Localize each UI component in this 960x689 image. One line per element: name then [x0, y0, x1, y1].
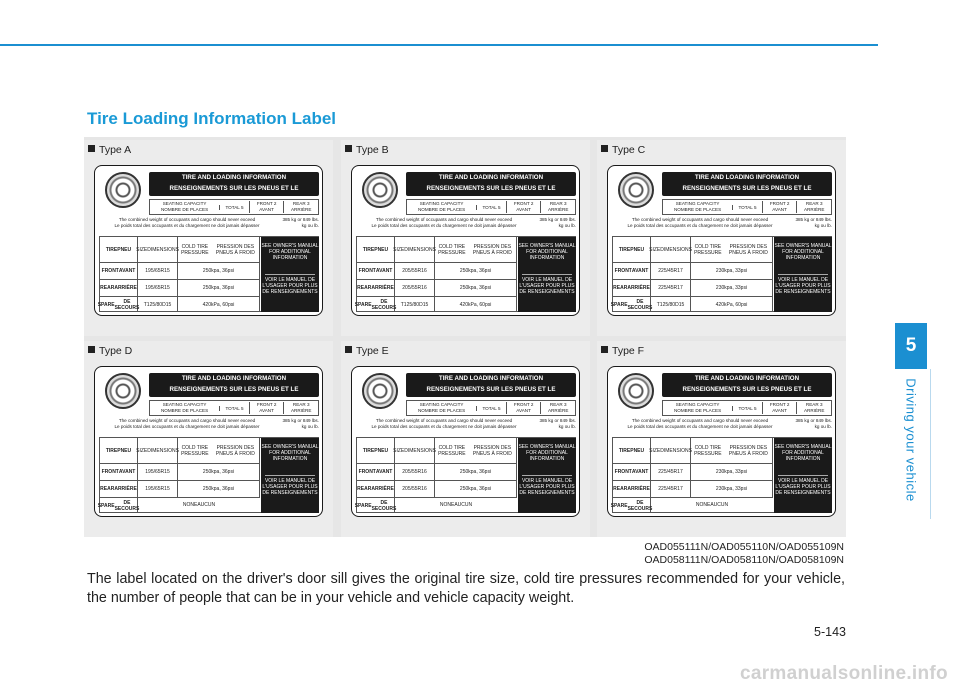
see-manual-box: SEE OWNER'S MANUAL FOR ADDITIONAL INFORMATION VOIR LE MANUEL DE L'USAGER POUR PLUS DE RENSEIGNEMENTS	[518, 237, 576, 312]
rear-label: REAR ARRIÈRE	[100, 481, 138, 497]
tire-pressure-table	[612, 236, 832, 312]
weight-note: The combined weight of occupants and cargo should never exceed Le poids total des occupants et du chargement ne doit jamais dépasser 385 kg or 849 lbs. kg ou lb.	[114, 217, 319, 228]
rear-size: 225/45R17	[651, 481, 691, 497]
chapter-rule	[930, 369, 931, 519]
bullet-square-icon	[88, 346, 95, 353]
table-header-row: TIRE PNEU SIZE DIMENSIONS COLD TIRE PRESSURE PRESSION DES PNEUS À FROID	[357, 237, 517, 263]
front-row	[100, 263, 260, 280]
see-manual-box: SEE OWNER'S MANUAL FOR ADDITIONAL INFORMATION VOIR LE MANUEL DE L'USAGER POUR PLUS DE RENSEIGNEMENTS	[774, 237, 832, 312]
front-label: FRONT AVANT	[613, 263, 651, 279]
spare-none: NONE AUCUN	[182, 501, 216, 508]
front-pressure: 230kpa, 33psi	[691, 263, 773, 279]
chapter-tab: 5	[895, 323, 927, 369]
weight-note: The combined weight of occupants and cargo should never exceed Le poids total des occupants et du chargement ne doit jamais dépasser 385 kg or 849 lbs. kg ou lb.	[627, 217, 832, 228]
spare-size: T125/80D15	[651, 297, 691, 312]
rear-row	[357, 280, 517, 297]
tire-pressure-table	[99, 437, 319, 513]
front-label: FRONT AVANT	[100, 464, 138, 480]
see-manual-box: SEE OWNER'S MANUAL FOR ADDITIONAL INFORMATION VOIR LE MANUEL DE L'USAGER POUR PLUS DE RENSEIGNEMENTS	[774, 438, 832, 513]
spare-size: T125/80D15	[138, 297, 178, 312]
weight-note: The combined weight of occupants and cargo should never exceed Le poids total des occupants et du chargement ne doit jamais dépasser 385 kg or 849 lbs. kg ou lb.	[627, 418, 832, 429]
spare-none: NONE AUCUN	[439, 501, 473, 508]
tire-pressure-table	[612, 437, 832, 513]
spare-row	[354, 297, 517, 312]
spare-pressure: 420kPa, 60psi	[435, 297, 517, 312]
label-header: TIRE AND LOADING INFORMATION RENSEIGNEMENTS SUR LES PNEUS ET LE CHARGEMENT	[149, 172, 319, 196]
page-title: Tire Loading Information Label	[87, 109, 337, 128]
tire-loading-label	[94, 165, 323, 316]
rear-pressure: 250kpa, 36psi	[435, 280, 517, 296]
front-row	[100, 464, 260, 481]
rear-pressure: 230kpa, 33psi	[691, 280, 773, 296]
tire-wheel-icon	[618, 373, 654, 409]
label-header: TIRE AND LOADING INFORMATION RENSEIGNEMENTS SUR LES PNEUS ET LE CHARGEMENT	[406, 373, 576, 397]
body-paragraph: The label located on the driver's door sill gives the original tire size, cold tire pressures recommended for your vehicle, the number of people that can be in your vehicle and vehicle capacity weight.	[87, 571, 845, 606]
tire-wheel-icon	[105, 172, 141, 208]
tire-label-panel	[597, 341, 846, 537]
tire-label-panel	[341, 140, 590, 336]
panel-title: Type A	[88, 144, 131, 156]
front-size: 225/45R17	[651, 464, 691, 480]
seating-capacity-box: SEATING CAPACITY NOMBRE DE PLACES TOTAL 5 FRONT 2 AVANT REAR 3 ARRIÈRE	[406, 199, 576, 215]
spare-none: NONE AUCUN	[695, 501, 729, 508]
seating-capacity-box: SEATING CAPACITY NOMBRE DE PLACES TOTAL 5 FRONT 2 AVANT REAR 3 ARRIÈRE	[149, 199, 319, 215]
rear-row	[357, 481, 517, 498]
see-manual-box: SEE OWNER'S MANUAL FOR ADDITIONAL INFORMATION VOIR LE MANUEL DE L'USAGER POUR PLUS DE RENSEIGNEMENTS	[261, 237, 319, 312]
front-row	[357, 263, 517, 280]
seating-capacity-box: SEATING CAPACITY NOMBRE DE PLACES TOTAL 5 FRONT 2 AVANT REAR 3 ARRIÈRE	[149, 400, 319, 416]
front-size: 205/55R16	[395, 464, 435, 480]
rear-size: 195/65R15	[138, 280, 178, 296]
seating-capacity-box: SEATING CAPACITY NOMBRE DE PLACES TOTAL 5 FRONT 2 AVANT REAR 3 ARRIÈRE	[406, 400, 576, 416]
image-code-line: OAD058111N/OAD058110N/OAD058109N	[644, 554, 844, 566]
tire-wheel-icon	[618, 172, 654, 208]
top-rule	[0, 44, 878, 46]
see-manual-box: SEE OWNER'S MANUAL FOR ADDITIONAL INFORMATION VOIR LE MANUEL DE L'USAGER POUR PLUS DE RENSEIGNEMENTS	[518, 438, 576, 513]
front-size: 205/55R16	[395, 263, 435, 279]
rear-label: REAR ARRIÈRE	[100, 280, 138, 296]
rear-row	[100, 481, 260, 498]
table-header-row: TIRE PNEU SIZE DIMENSIONS COLD TIRE PRESSURE PRESSION DES PNEUS À FROID	[613, 237, 773, 263]
label-header: TIRE AND LOADING INFORMATION RENSEIGNEMENTS SUR LES PNEUS ET LE CHARGEMENT	[406, 172, 576, 196]
weight-note: The combined weight of occupants and cargo should never exceed Le poids total des occupants et du chargement ne doit jamais dépasser 385 kg or 849 lbs. kg ou lb.	[371, 418, 576, 429]
page-number: 5-143	[814, 625, 846, 639]
front-row	[613, 464, 773, 481]
spare-label: SPARE DE SECOURS	[97, 298, 140, 311]
bullet-square-icon	[601, 346, 608, 353]
front-pressure: 230kpa, 33psi	[691, 464, 773, 480]
label-header: TIRE AND LOADING INFORMATION RENSEIGNEMENTS SUR LES PNEUS ET LE CHARGEMENT	[149, 373, 319, 397]
tire-wheel-icon	[105, 373, 141, 409]
spare-label: SPARE DE SECOURS	[97, 499, 140, 512]
front-label: FRONT AVANT	[100, 263, 138, 279]
label-header: TIRE AND LOADING INFORMATION RENSEIGNEMENTS SUR LES PNEUS ET LE CHARGEMENT	[662, 373, 832, 397]
image-codes	[630, 541, 844, 567]
image-code-line: OAD055111N/OAD055110N/OAD055109N	[644, 541, 844, 553]
front-size: 195/65R15	[138, 263, 178, 279]
front-size: 195/65R15	[138, 464, 178, 480]
front-pressure: 250kpa, 36psi	[178, 263, 260, 279]
front-label: FRONT AVANT	[357, 464, 395, 480]
front-size: 225/45R17	[651, 263, 691, 279]
rear-pressure: 250kpa, 36psi	[178, 280, 260, 296]
tire-loading-label	[607, 165, 836, 316]
tire-loading-label	[351, 165, 580, 316]
tire-pressure-table	[356, 236, 576, 312]
label-header: TIRE AND LOADING INFORMATION RENSEIGNEMENTS SUR LES PNEUS ET LE CHARGEMENT	[662, 172, 832, 196]
spare-pressure: 420kPa, 60psi	[178, 297, 260, 312]
watermark: carmanualsonline.info	[740, 663, 948, 684]
tire-loading-label	[607, 366, 836, 517]
front-row	[613, 263, 773, 280]
rear-pressure: 230kpa, 33psi	[691, 481, 773, 497]
spare-label: SPARE DE SECOURS	[354, 298, 397, 311]
front-pressure: 250kpa, 36psi	[435, 464, 517, 480]
tire-label-panel	[597, 140, 846, 336]
tire-label-panel	[341, 341, 590, 537]
tire-label-panel	[84, 341, 333, 537]
weight-note: The combined weight of occupants and cargo should never exceed Le poids total des occupants et du chargement ne doit jamais dépasser 385 kg or 849 lbs. kg ou lb.	[371, 217, 576, 228]
weight-note: The combined weight of occupants and cargo should never exceed Le poids total des occupants et du chargement ne doit jamais dépasser 385 kg or 849 lbs. kg ou lb.	[114, 418, 319, 429]
tire-loading-label	[351, 366, 580, 517]
rear-label: REAR ARRIÈRE	[613, 481, 651, 497]
tire-pressure-table	[356, 437, 576, 513]
chapter-title: Driving your vehicle	[903, 378, 919, 502]
rear-size: 205/55R16	[395, 280, 435, 296]
spare-label: SPARE DE SECOURS	[610, 298, 653, 311]
panel-title: Type E	[345, 345, 389, 357]
tire-pressure-table	[99, 236, 319, 312]
bullet-square-icon	[601, 145, 608, 152]
front-row	[357, 464, 517, 481]
bullet-square-icon	[345, 145, 352, 152]
rear-label: REAR ARRIÈRE	[357, 280, 395, 296]
seating-capacity-box: SEATING CAPACITY NOMBRE DE PLACES TOTAL 5 FRONT 2 AVANT REAR 3 ARRIÈRE	[662, 199, 832, 215]
bullet-square-icon	[345, 346, 352, 353]
rear-row	[613, 481, 773, 498]
spare-size: T125/80D15	[395, 297, 435, 312]
tire-wheel-icon	[362, 373, 398, 409]
table-header-row: TIRE PNEU SIZE DIMENSIONS COLD TIRE PRESSURE PRESSION DES PNEUS À FROID	[357, 438, 517, 464]
front-pressure: 250kpa, 36psi	[435, 263, 517, 279]
tire-loading-label	[94, 366, 323, 517]
table-header-row: TIRE PNEU SIZE DIMENSIONS COLD TIRE PRESSURE PRESSION DES PNEUS À FROID	[100, 438, 260, 464]
tire-wheel-icon	[362, 172, 398, 208]
spare-row	[97, 297, 260, 312]
front-pressure: 250kpa, 36psi	[178, 464, 260, 480]
front-label: FRONT AVANT	[613, 464, 651, 480]
rear-label: REAR ARRIÈRE	[357, 481, 395, 497]
rear-pressure: 250kpa, 36psi	[178, 481, 260, 497]
panel-title: Type C	[601, 144, 645, 156]
spare-pressure: 420kPa, 60psi	[691, 297, 773, 312]
panel-title: Type D	[88, 345, 132, 357]
panel-title: Type B	[345, 144, 389, 156]
tire-label-panel	[84, 140, 333, 336]
panel-title: Type F	[601, 345, 644, 357]
table-header-row: TIRE PNEU SIZE DIMENSIONS COLD TIRE PRESSURE PRESSION DES PNEUS À FROID	[100, 237, 260, 263]
rear-size: 205/55R16	[395, 481, 435, 497]
front-label: FRONT AVANT	[357, 263, 395, 279]
rear-label: REAR ARRIÈRE	[613, 280, 651, 296]
tire-label-figure	[84, 137, 846, 537]
bullet-square-icon	[88, 145, 95, 152]
table-header-row: TIRE PNEU SIZE DIMENSIONS COLD TIRE PRESSURE PRESSION DES PNEUS À FROID	[613, 438, 773, 464]
spare-label: SPARE DE SECOURS	[610, 499, 653, 512]
rear-row	[100, 280, 260, 297]
rear-size: 225/45R17	[651, 280, 691, 296]
rear-pressure: 250kpa, 36psi	[435, 481, 517, 497]
seating-capacity-box: SEATING CAPACITY NOMBRE DE PLACES TOTAL 5 FRONT 2 AVANT REAR 3 ARRIÈRE	[662, 400, 832, 416]
rear-row	[613, 280, 773, 297]
spare-row	[610, 297, 773, 312]
spare-label: SPARE DE SECOURS	[354, 499, 397, 512]
rear-size: 195/65R15	[138, 481, 178, 497]
see-manual-box: SEE OWNER'S MANUAL FOR ADDITIONAL INFORMATION VOIR LE MANUEL DE L'USAGER POUR PLUS DE RENSEIGNEMENTS	[261, 438, 319, 513]
